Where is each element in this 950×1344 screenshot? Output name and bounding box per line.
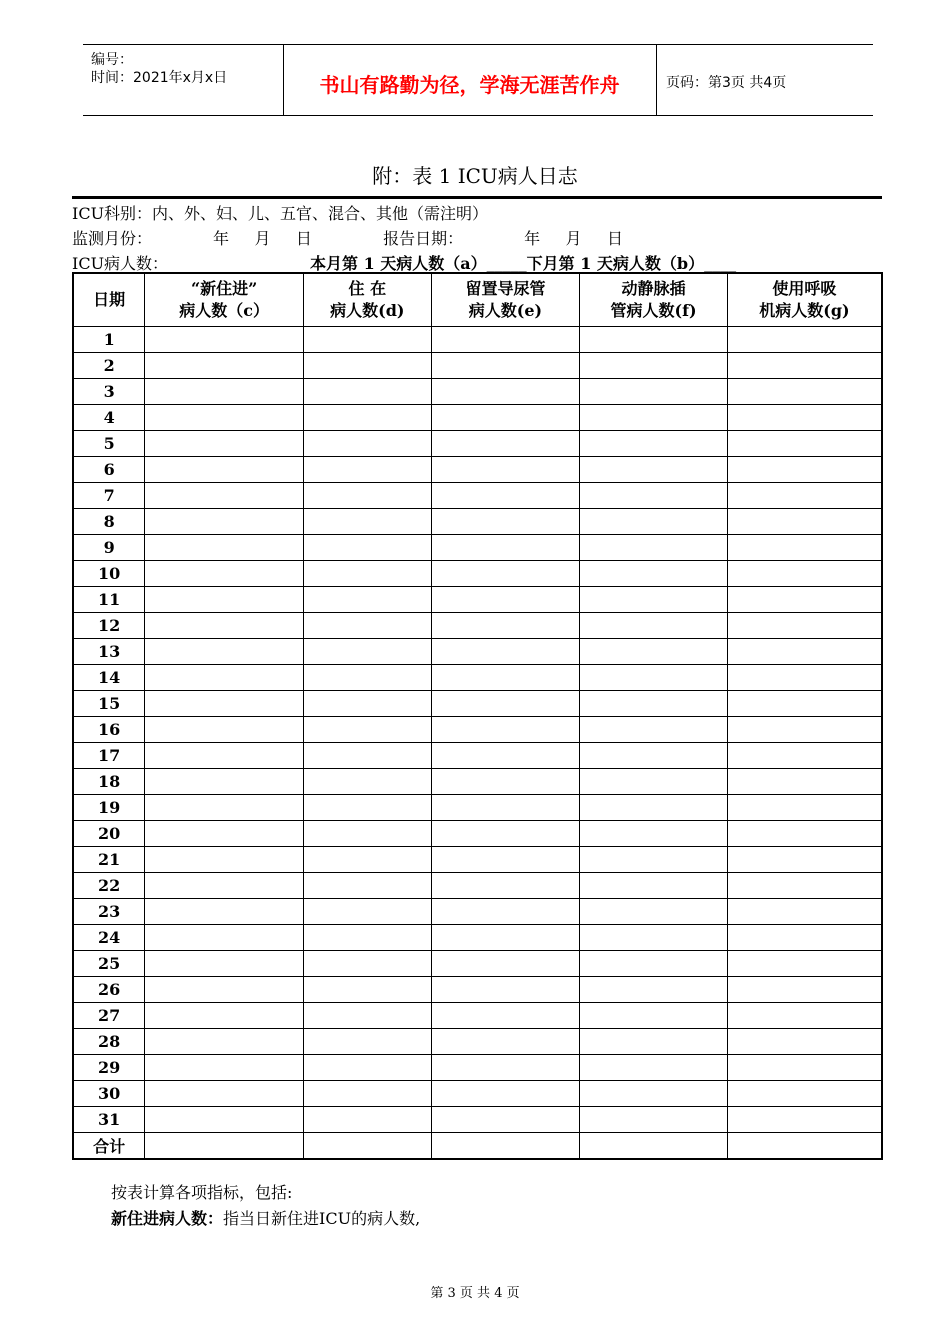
- entry-cell[interactable]: [431, 1133, 580, 1160]
- entry-cell[interactable]: [145, 535, 304, 561]
- entry-cell[interactable]: [727, 899, 882, 925]
- entry-cell[interactable]: [303, 639, 431, 665]
- entry-cell[interactable]: [580, 899, 728, 925]
- entry-cell[interactable]: [303, 873, 431, 899]
- entry-cell[interactable]: [303, 327, 431, 353]
- entry-cell[interactable]: [431, 353, 580, 379]
- column-header-line1: 动静脉插: [621, 279, 686, 298]
- serial-label: 编号：: [91, 52, 133, 68]
- entry-cell[interactable]: [145, 665, 304, 691]
- entry-cell[interactable]: [145, 821, 304, 847]
- entry-cell[interactable]: [145, 691, 304, 717]
- notes-term-definition: 指当日新住进ICU的病人数,: [223, 1209, 421, 1228]
- entry-cell[interactable]: [145, 639, 304, 665]
- entry-cell[interactable]: [431, 509, 580, 535]
- entry-cell[interactable]: [727, 1107, 882, 1133]
- entry-cell[interactable]: [580, 743, 728, 769]
- table-row: [73, 1081, 882, 1107]
- entry-cell[interactable]: [727, 977, 882, 1003]
- row-day-label: 12: [73, 613, 145, 639]
- column-header-line1: 使用呼吸: [772, 279, 837, 298]
- table-row: [73, 1055, 882, 1081]
- entry-cell[interactable]: [145, 1029, 304, 1055]
- entry-cell[interactable]: [727, 639, 882, 665]
- entry-cell[interactable]: [303, 899, 431, 925]
- table-row: [73, 795, 882, 821]
- entry-cell[interactable]: [145, 613, 304, 639]
- entry-cell[interactable]: [580, 587, 728, 613]
- header-divider: [656, 45, 657, 115]
- entry-cell[interactable]: [145, 951, 304, 977]
- row-day-label: 20: [73, 821, 145, 847]
- entry-cell[interactable]: [145, 769, 304, 795]
- entry-cell[interactable]: [727, 1055, 882, 1081]
- entry-cell[interactable]: [145, 795, 304, 821]
- entry-cell[interactable]: [303, 613, 431, 639]
- entry-cell[interactable]: [431, 977, 580, 1003]
- entry-cell[interactable]: [303, 951, 431, 977]
- table-row: [73, 665, 882, 691]
- entry-cell[interactable]: [145, 327, 304, 353]
- column-header: [580, 273, 728, 327]
- row-day-label: 9: [73, 535, 145, 561]
- entry-cell[interactable]: [727, 561, 882, 587]
- entry-cell[interactable]: [431, 769, 580, 795]
- entry-cell[interactable]: [580, 327, 728, 353]
- entry-cell[interactable]: [431, 639, 580, 665]
- entry-cell[interactable]: [580, 691, 728, 717]
- entry-cell[interactable]: [727, 769, 882, 795]
- entry-cell[interactable]: [145, 509, 304, 535]
- entry-cell[interactable]: [145, 483, 304, 509]
- entry-cell[interactable]: [145, 977, 304, 1003]
- entry-cell[interactable]: [431, 1055, 580, 1081]
- patient-count-label: ICU病人数：: [72, 254, 169, 273]
- entry-cell[interactable]: [727, 405, 882, 431]
- entry-cell[interactable]: [431, 457, 580, 483]
- entry-cell[interactable]: [580, 457, 728, 483]
- entry-cell[interactable]: [431, 691, 580, 717]
- row-day-label: 16: [73, 717, 145, 743]
- entry-cell[interactable]: [303, 1029, 431, 1055]
- entry-cell[interactable]: [727, 951, 882, 977]
- notes-term: 新住进病人数：: [111, 1209, 224, 1228]
- column-header: [73, 273, 145, 327]
- entry-cell[interactable]: [145, 899, 304, 925]
- entry-cell[interactable]: [580, 353, 728, 379]
- row-day-label: 18: [73, 769, 145, 795]
- entry-cell[interactable]: [580, 717, 728, 743]
- entry-cell[interactable]: [431, 535, 580, 561]
- table-row: [73, 457, 882, 483]
- table-row: [73, 327, 882, 353]
- column-header-line1: 住 在: [348, 279, 387, 298]
- entry-cell[interactable]: [303, 769, 431, 795]
- entry-cell[interactable]: [580, 1133, 728, 1160]
- entry-cell[interactable]: [431, 717, 580, 743]
- row-day-label: 15: [73, 691, 145, 717]
- entry-cell[interactable]: [145, 405, 304, 431]
- header-page-label: 页码：第3页 共4页: [666, 75, 787, 91]
- column-header-line2: 病人数（c）: [179, 301, 270, 320]
- entry-cell[interactable]: [303, 847, 431, 873]
- entry-cell[interactable]: [303, 405, 431, 431]
- table-row: [73, 743, 882, 769]
- column-header-line2: 机病人数(g): [759, 301, 850, 320]
- entry-cell[interactable]: [303, 925, 431, 951]
- row-day-label: 11: [73, 587, 145, 613]
- entry-cell[interactable]: [431, 1029, 580, 1055]
- entry-cell[interactable]: [145, 717, 304, 743]
- table-row: [73, 951, 882, 977]
- entry-cell[interactable]: [145, 561, 304, 587]
- entry-cell[interactable]: [580, 1107, 728, 1133]
- row-day-label: 27: [73, 1003, 145, 1029]
- row-day-label: 7: [73, 483, 145, 509]
- entry-cell[interactable]: [727, 1003, 882, 1029]
- row-day-label: 28: [73, 1029, 145, 1055]
- table-row: [73, 405, 882, 431]
- entry-cell[interactable]: [580, 925, 728, 951]
- row-day-label: 23: [73, 899, 145, 925]
- entry-cell[interactable]: [580, 847, 728, 873]
- entry-cell[interactable]: [145, 1003, 304, 1029]
- entry-cell[interactable]: [431, 743, 580, 769]
- entry-cell[interactable]: [431, 587, 580, 613]
- entry-cell[interactable]: [303, 457, 431, 483]
- entry-cell[interactable]: [727, 535, 882, 561]
- entry-cell[interactable]: [303, 977, 431, 1003]
- entry-cell[interactable]: [431, 431, 580, 457]
- row-day-label: 5: [73, 431, 145, 457]
- entry-cell[interactable]: [145, 379, 304, 405]
- entry-cell[interactable]: [303, 535, 431, 561]
- row-day-label: 17: [73, 743, 145, 769]
- table-row: [73, 379, 882, 405]
- table-row: [73, 431, 882, 457]
- entry-cell[interactable]: [727, 483, 882, 509]
- entry-cell[interactable]: [580, 821, 728, 847]
- table-row: [73, 925, 882, 951]
- entry-cell[interactable]: [303, 1133, 431, 1160]
- entry-cell[interactable]: [145, 925, 304, 951]
- row-day-label: 19: [73, 795, 145, 821]
- row-day-label: 31: [73, 1107, 145, 1133]
- entry-cell[interactable]: [145, 1081, 304, 1107]
- column-header-line1: 留置导尿管: [465, 279, 546, 298]
- entry-cell[interactable]: [303, 509, 431, 535]
- entry-cell[interactable]: [303, 561, 431, 587]
- entry-cell[interactable]: [303, 665, 431, 691]
- table-row: [73, 847, 882, 873]
- entry-cell[interactable]: [727, 821, 882, 847]
- entry-cell[interactable]: [580, 405, 728, 431]
- entry-cell[interactable]: [580, 1029, 728, 1055]
- entry-cell[interactable]: [727, 717, 882, 743]
- entry-cell[interactable]: [145, 847, 304, 873]
- row-day-label: 2: [73, 353, 145, 379]
- entry-cell[interactable]: [303, 1003, 431, 1029]
- entry-cell[interactable]: [145, 1055, 304, 1081]
- monitor-month-line: 监测月份： 年 月 日 报告日期： 年 月 日: [72, 229, 623, 248]
- entry-cell[interactable]: [303, 1081, 431, 1107]
- entry-cell[interactable]: [580, 561, 728, 587]
- entry-cell[interactable]: [431, 1003, 580, 1029]
- entry-cell[interactable]: [145, 743, 304, 769]
- entry-cell[interactable]: [580, 1081, 728, 1107]
- row-day-label: 13: [73, 639, 145, 665]
- entry-cell[interactable]: [303, 743, 431, 769]
- entry-cell[interactable]: [431, 925, 580, 951]
- column-header-line1: “新住进”: [190, 279, 258, 298]
- entry-cell[interactable]: [431, 873, 580, 899]
- entry-cell[interactable]: [145, 873, 304, 899]
- table-row: [73, 1003, 882, 1029]
- entry-cell[interactable]: [431, 405, 580, 431]
- entry-cell[interactable]: [303, 431, 431, 457]
- column-header-line1: 日期: [93, 290, 126, 309]
- entry-cell[interactable]: [727, 353, 882, 379]
- entry-cell[interactable]: [303, 717, 431, 743]
- time-label: 时间：2021年x月x日: [91, 70, 228, 86]
- table-row: [73, 1133, 882, 1160]
- entry-cell[interactable]: [727, 431, 882, 457]
- row-day-label: 10: [73, 561, 145, 587]
- row-day-label: 4: [73, 405, 145, 431]
- page-footer: 第 3 页 共 4 页: [430, 1286, 520, 1301]
- entry-cell[interactable]: [580, 977, 728, 1003]
- row-day-label: 合计: [73, 1133, 145, 1160]
- entry-cell[interactable]: [580, 483, 728, 509]
- row-day-label: 3: [73, 379, 145, 405]
- entry-cell[interactable]: [145, 431, 304, 457]
- table-row: [73, 873, 882, 899]
- entry-cell[interactable]: [580, 1003, 728, 1029]
- entry-cell[interactable]: [727, 1029, 882, 1055]
- row-day-label: 24: [73, 925, 145, 951]
- entry-cell[interactable]: [303, 1107, 431, 1133]
- row-day-label: 22: [73, 873, 145, 899]
- table-row: [73, 977, 882, 1003]
- table-row: [73, 1107, 882, 1133]
- patient-count-fields: 本月第 1 天病人数（a）_____下月第 1 天病人数（b）____: [310, 254, 737, 273]
- table-row: [73, 639, 882, 665]
- entry-cell[interactable]: [727, 925, 882, 951]
- entry-cell[interactable]: [303, 795, 431, 821]
- entry-cell[interactable]: [303, 1055, 431, 1081]
- column-header-line2: 病人数(d): [330, 301, 405, 320]
- entry-cell[interactable]: [303, 483, 431, 509]
- table-row: [73, 561, 882, 587]
- entry-cell[interactable]: [580, 665, 728, 691]
- entry-cell[interactable]: [727, 587, 882, 613]
- notes-intro: 按表计算各项指标，包括:: [111, 1183, 293, 1202]
- entry-cell[interactable]: [580, 509, 728, 535]
- row-day-label: 26: [73, 977, 145, 1003]
- row-day-label: 21: [73, 847, 145, 873]
- column-header: [431, 273, 580, 327]
- table-row: [73, 509, 882, 535]
- entry-cell[interactable]: [431, 483, 580, 509]
- row-day-label: 25: [73, 951, 145, 977]
- table-row: [73, 483, 882, 509]
- entry-cell[interactable]: [431, 561, 580, 587]
- title-rule: [72, 196, 882, 199]
- entry-cell[interactable]: [303, 587, 431, 613]
- entry-cell[interactable]: [580, 1055, 728, 1081]
- entry-cell[interactable]: [431, 951, 580, 977]
- entry-cell[interactable]: [431, 665, 580, 691]
- entry-cell[interactable]: [431, 899, 580, 925]
- row-day-label: 1: [73, 327, 145, 353]
- table-row: [73, 587, 882, 613]
- entry-cell[interactable]: [727, 691, 882, 717]
- entry-cell[interactable]: [727, 665, 882, 691]
- entry-cell[interactable]: [727, 873, 882, 899]
- entry-cell[interactable]: [580, 431, 728, 457]
- entry-cell[interactable]: [303, 691, 431, 717]
- icu-log-table: [72, 272, 883, 1160]
- icu-patient-count-line: [72, 251, 737, 274]
- column-header: [145, 273, 304, 327]
- entry-cell[interactable]: [727, 379, 882, 405]
- entry-cell[interactable]: [580, 951, 728, 977]
- entry-cell[interactable]: [431, 379, 580, 405]
- entry-cell[interactable]: [145, 587, 304, 613]
- entry-cell[interactable]: [727, 457, 882, 483]
- column-header: [303, 273, 431, 327]
- table-row: [73, 535, 882, 561]
- entry-cell[interactable]: [145, 1107, 304, 1133]
- entry-cell[interactable]: [145, 353, 304, 379]
- row-day-label: 8: [73, 509, 145, 535]
- header-motto: 书山有路勤为径，学海无涯苦作舟: [319, 73, 620, 97]
- entry-cell[interactable]: [431, 613, 580, 639]
- page-header: [83, 44, 873, 116]
- table-row: [73, 1029, 882, 1055]
- entry-cell[interactable]: [431, 847, 580, 873]
- entry-cell[interactable]: [727, 327, 882, 353]
- entry-cell[interactable]: [727, 1081, 882, 1107]
- entry-cell[interactable]: [727, 1133, 882, 1160]
- entry-cell[interactable]: [431, 795, 580, 821]
- icu-department-line: ICU科别：内、外、妇、儿、五官、混合、其他（需注明）: [72, 204, 489, 223]
- entry-cell[interactable]: [727, 613, 882, 639]
- row-day-label: 30: [73, 1081, 145, 1107]
- row-day-label: 14: [73, 665, 145, 691]
- column-header-line2: 病人数(e): [468, 301, 543, 320]
- entry-cell[interactable]: [431, 821, 580, 847]
- entry-cell[interactable]: [145, 457, 304, 483]
- entry-cell[interactable]: [303, 379, 431, 405]
- entry-cell[interactable]: [580, 795, 728, 821]
- entry-cell[interactable]: [580, 873, 728, 899]
- table-row: [73, 821, 882, 847]
- table-row: [73, 613, 882, 639]
- row-day-label: 29: [73, 1055, 145, 1081]
- entry-cell[interactable]: [580, 769, 728, 795]
- entry-cell[interactable]: [727, 847, 882, 873]
- entry-cell[interactable]: [580, 535, 728, 561]
- table-row: [73, 717, 882, 743]
- entry-cell[interactable]: [145, 1133, 304, 1160]
- table-row: [73, 353, 882, 379]
- entry-cell[interactable]: [580, 639, 728, 665]
- table-row: [73, 769, 882, 795]
- table-header-row: [73, 273, 882, 327]
- header-meta: [91, 51, 227, 87]
- entry-cell[interactable]: [727, 795, 882, 821]
- column-header: [727, 273, 882, 327]
- table-body: [73, 327, 882, 1160]
- table-row: [73, 691, 882, 717]
- column-header-line2: 管病人数(f): [610, 301, 697, 320]
- notes-definition: [111, 1206, 420, 1229]
- table-row: [73, 899, 882, 925]
- entry-cell[interactable]: [303, 353, 431, 379]
- entry-cell[interactable]: [727, 509, 882, 535]
- entry-cell[interactable]: [727, 743, 882, 769]
- document-title: 附：表 1 ICU病人日志: [372, 164, 578, 188]
- entry-cell[interactable]: [431, 1107, 580, 1133]
- entry-cell[interactable]: [303, 821, 431, 847]
- entry-cell[interactable]: [580, 613, 728, 639]
- entry-cell[interactable]: [431, 327, 580, 353]
- entry-cell[interactable]: [580, 379, 728, 405]
- row-day-label: 6: [73, 457, 145, 483]
- entry-cell[interactable]: [431, 1081, 580, 1107]
